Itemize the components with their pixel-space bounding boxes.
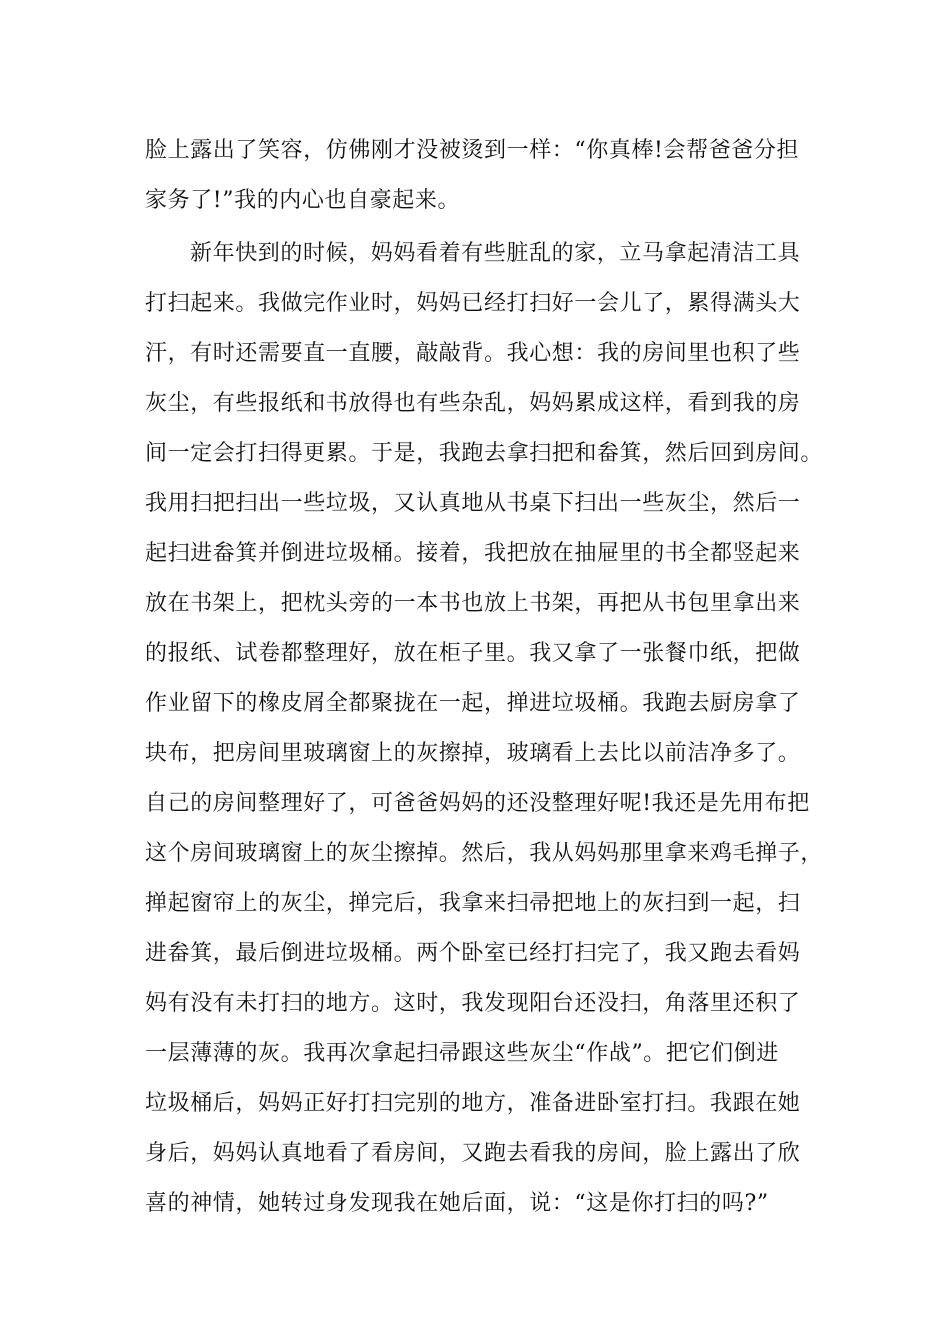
text-line: 自己的房间整理好了，可爸爸妈妈的还没整理好呢!我还是先用布把 — [145, 791, 810, 816]
text-line: 掸起窗帘上的灰尘，掸完后，我拿来扫帚把地上的灰扫到一起，扫 — [145, 891, 801, 916]
text-line: 灰尘，有些报纸和书放得也有些杂乱，妈妈累成这样，看到我的房 — [145, 391, 801, 416]
text-line: 起扫进畚箕并倒进垃圾桶。接着，我把放在抽屉里的书全都竖起来 — [145, 541, 801, 566]
text-line: 间一定会打扫得更累。于是，我跑去拿扫把和畚箕，然后回到房间。 — [145, 441, 824, 466]
text-line: 家务了!”我的内心也自豪起来。 — [145, 188, 461, 213]
text-line: 进畚箕，最后倒进垃圾桶。两个卧室已经打扫完了，我又跑去看妈 — [145, 941, 801, 966]
text-line: 身后，妈妈认真地看了看房间，又跑去看我的房间，脸上露出了欣 — [145, 1141, 801, 1166]
text-line: 我用扫把扫出一些垃圾，又认真地从书桌下扫出一些灰尘，然后一 — [145, 491, 801, 516]
text-line: 打扫起来。我做完作业时，妈妈已经打扫好一会儿了，累得满头大 — [145, 291, 801, 316]
text-line: 块布，把房间里玻璃窗上的灰擦掉，玻璃看上去比以前洁净多了。 — [145, 741, 801, 766]
text-line: 的报纸、试卷都整理好，放在柜子里。我又拿了一张餐巾纸，把做 — [145, 641, 801, 666]
paragraph-2 — [145, 229, 825, 1229]
text-line: 垃圾桶后，妈妈正好打扫完别的地方，准备进卧室打扫。我跟在她 — [145, 1091, 801, 1116]
text-line: 作业留下的橡皮屑全都聚拢在一起，掸进垃圾桶。我跑去厨房拿了 — [145, 691, 801, 716]
text-line: 放在书架上，把枕头旁的一本书也放上书架，再把从书包里拿出来 — [145, 591, 801, 616]
text-line: 新年快到的时候，妈妈看着有些脏乱的家，立马拿起清洁工具 — [190, 241, 801, 266]
text-line: 一层薄薄的灰。我再次拿起扫帚跟这些灰尘“作战”。把它们倒进 — [145, 1041, 779, 1066]
text-line: 妈有没有未打扫的地方。这时，我发现阳台还没扫，角落里还积了 — [145, 991, 801, 1016]
paragraph-1 — [145, 126, 825, 226]
text-line: 脸上露出了笑容，仿佛刚才没被烫到一样：“你真棒!会帮爸爸分担 — [145, 138, 800, 163]
text-line: 喜的神情，她转过身发现我在她后面，说：“这是你打扫的吗?” — [145, 1191, 769, 1216]
document-body — [145, 126, 825, 1229]
text-line: 汗，有时还需要直一直腰，敲敲背。我心想：我的房间里也积了些 — [145, 341, 801, 366]
text-line: 这个房间玻璃窗上的灰尘擦掉。然后，我从妈妈那里拿来鸡毛掸子， — [145, 841, 824, 866]
